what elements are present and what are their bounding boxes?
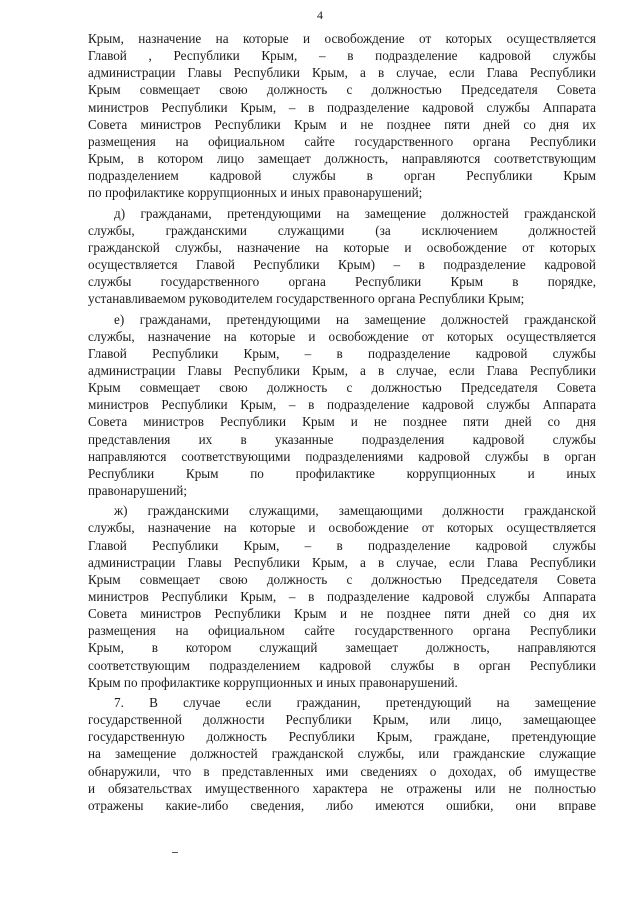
text-line: Крым совмещает свою должность с должностью Председателя Совета [88, 571, 596, 587]
text-line: министров Республики Крым, – в подразделение кадровой службы Аппарата [88, 397, 596, 413]
text-line: и обязательствах имущественного характера не отражены или не полностью [88, 780, 596, 796]
text-line: администрации Главы Республики Крым, а в случае, если Глава Республики [88, 554, 596, 570]
text-line: по профилактике коррупционных и иных правонарушений; [88, 185, 423, 201]
text-line: администрации Главы Республики Крым, а в случае, если Глава Республики [88, 65, 596, 81]
text-line: Крым совмещает свою должность с должностью Председателя Совета [88, 82, 596, 98]
text-line: е) гражданами, претендующими на замещение должностей гражданской [114, 311, 596, 327]
text-line: гражданской службы, назначение на которые и освобождение от которых [88, 239, 596, 255]
text-line: администрации Главы Республики Крым, а в случае, если Глава Республики [88, 362, 596, 378]
text-line: ж) гражданскими служащими, замещающими должности гражданской [114, 503, 596, 519]
text-line: правонарушений; [88, 483, 188, 499]
text-line: устанавливаемом руководителем государственного органа Республики Крым; [88, 291, 525, 307]
text-line: Совета министров Республики Крым и не позднее пяти дней со дня [88, 414, 596, 430]
text-line: отражены какие-либо сведения, либо имеются ошибки, они вправе [88, 797, 596, 813]
document-body [88, 30, 596, 814]
text-line: подразделением кадровой службы в орган Республики Крым [88, 168, 596, 184]
page-number: 4 [317, 8, 323, 22]
text-line: министров Республики Крым, – в подразделение кадровой службы Аппарата [88, 589, 596, 604]
text-line: Главой Республики Крым, – в подразделение кадровой службы [88, 537, 596, 553]
text-line: Совета министров Республики Крым и не позднее пяти дней со дня их [88, 116, 596, 132]
text-line: направляются соответствующими подразделениями кадровой службы в орган [88, 448, 596, 464]
text-line: осуществляется Главой Республики Крым) – в подразделение кадровой [88, 257, 596, 273]
text-line: размещения на официальном сайте государственного органа Республики [88, 133, 596, 149]
text-line: Крым совмещает свою должность с должностью Председателя Совета [88, 380, 596, 396]
text-line: службы, назначение на которые и освобождение от которых осуществляется [88, 328, 596, 344]
text-line: обнаружили, что в представленных ими сведениях о доходах, об имуществе [88, 763, 596, 779]
text-line: Крым, назначение на которые и освобождение от которых осуществляется [88, 31, 596, 46]
text-line: д) гражданами, претендующими на замещение должностей гражданской [114, 205, 596, 221]
text-line: 7. В случае если гражданин, претендующий на замещение [114, 694, 596, 710]
text-line: представления их в указанные подразделения кадровой службы [88, 431, 596, 447]
text-line: службы государственного органа Республики Крым в порядке, [88, 274, 596, 290]
scan-mark [172, 852, 178, 853]
text-line: Главой , Республики Крым, – в подразделение кадровой службы [88, 48, 596, 64]
text-line: Крым, в котором служащий замещает должность, направляются [88, 640, 596, 656]
text-line: размещения на официальном сайте государственного органа Республики [88, 623, 596, 639]
text-line: государственной должности Республики Крым, или лицо, замещающее [88, 712, 596, 728]
text-line: Крым, в котором лицо замещает должность, направляются соответствующим [88, 151, 596, 167]
text-line: государственную должность Республики Крым, граждане, претендующие [88, 729, 596, 745]
text-line: Главой Республики Крым, – в подразделение кадровой службы [88, 345, 596, 361]
text-line: Совета министров Республики Крым и не позднее пяти дней со дня их [88, 606, 596, 622]
text-line: Крым по профилактике коррупционных и иных правонарушений. [88, 674, 458, 690]
text-line: Республики Крым по профилактике коррупционных и иных [88, 465, 596, 481]
text-line: на замещение должностей гражданской службы, или гражданские служащие [88, 746, 596, 762]
text-line: службы, назначение на которые и освобождение от которых осуществляется [88, 520, 596, 536]
text-line: соответствующим подразделением кадровой службы в орган Республики [88, 657, 596, 673]
text-line: службы, гражданскими служащими (за исключением должностей [88, 222, 596, 238]
text-line: министров Республики Крым, – в подразделение кадровой службы Аппарата [88, 99, 596, 115]
